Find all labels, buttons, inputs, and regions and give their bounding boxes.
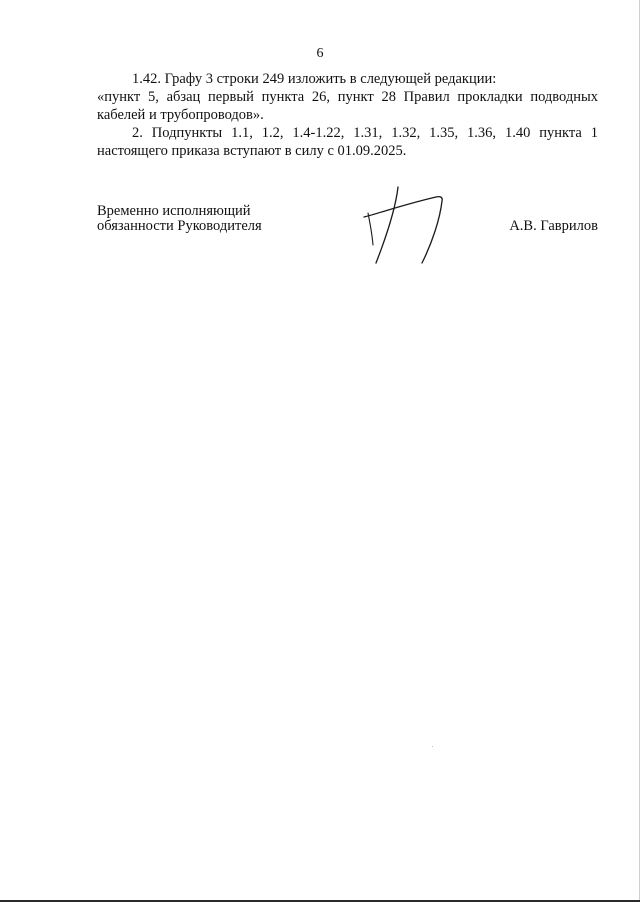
signer-title	[97, 204, 262, 234]
signer-name: А.В. Гаврилов	[509, 218, 598, 234]
page-number: 6	[316, 46, 324, 61]
scan-artifact	[432, 746, 433, 747]
paragraph-2-line-2: настоящего приказа вступают в силу с 01.09.2025.	[97, 143, 407, 159]
paragraph-2-line-1: 2. Подпункты 1.1, 1.2, 1.4-1.22, 1.31, 1.32, 1.35, 1.36, 1.40 пункта 1	[132, 125, 598, 141]
quoted-text-line-1: «пункт 5, абзац первый пункта 26, пункт 28 Правил прокладки подводных	[97, 89, 598, 105]
signer-title-line-2: обязанности Руководителя	[97, 218, 262, 234]
quoted-text-line-2: кабелей и трубопроводов».	[97, 107, 264, 123]
signer-title-line-1: Временно исполняющий	[97, 203, 251, 219]
paragraph-1-42-line: 1.42. Графу 3 строки 249 изложить в следующей редакции:	[132, 71, 497, 87]
handwritten-signature	[360, 185, 455, 267]
